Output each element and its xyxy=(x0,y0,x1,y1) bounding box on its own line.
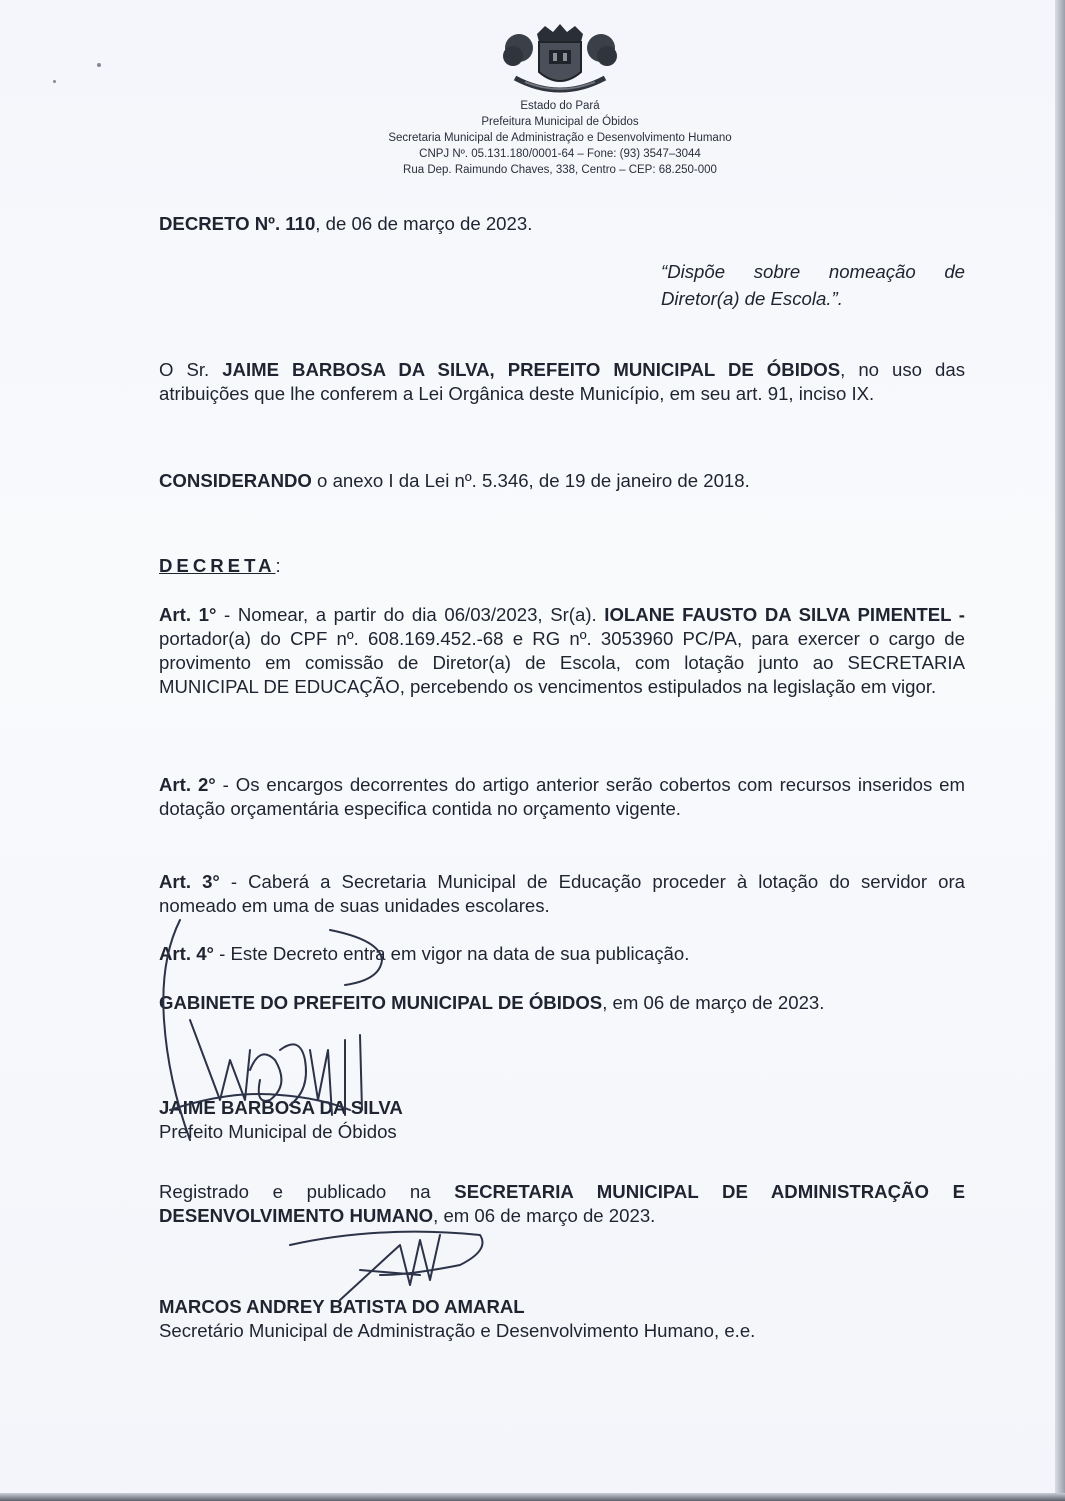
header-secretariat: Secretaria Municipal de Administração e Desenvolvimento Humano xyxy=(388,132,732,144)
decreta-heading xyxy=(159,554,965,578)
considering-text: o anexo I da Lei nº. 5.346, de 19 de janeiro de 2018. xyxy=(311,470,750,491)
mayor-signature-block xyxy=(159,1096,965,1144)
article-4-label: Art. 4° xyxy=(159,943,214,964)
cabinet-line xyxy=(159,991,965,1015)
decreta-colon: : xyxy=(275,555,281,576)
decree-ementa: “Dispõe sobre nomeação de Diretor(a) de Escola.”. xyxy=(661,261,965,309)
scan-speck xyxy=(53,80,56,83)
article-3-text: - Caberá a Secretaria Municipal de Educação proceder à lotação do servidor ora nomeado em uma de suas unidades escolares. xyxy=(159,871,965,916)
decree-number: DECRETO Nº. 110 xyxy=(159,213,316,234)
article-1 xyxy=(159,603,965,699)
decree-date: , de 06 de março de 2023. xyxy=(315,213,533,234)
cabinet-text: , em 06 de março de 2023. xyxy=(602,992,825,1013)
scan-edge-right xyxy=(1055,0,1065,1501)
article-2-label: Art. 2° xyxy=(159,774,216,795)
registration-paragraph xyxy=(159,1180,965,1228)
article-4-text: - Este Decreto entra em vigor na data de sua publicação. xyxy=(213,943,690,964)
header-address: Rua Dep. Raimundo Chaves, 338, Centro – CEP: 68.250-000 xyxy=(403,164,717,176)
mayor-title: Prefeito Municipal de Óbidos xyxy=(159,1121,397,1142)
preamble-mayor: JAIME BARBOSA DA SILVA, PREFEITO MUNICIPAL DE ÓBIDOS xyxy=(222,359,841,380)
registration-text: , em 06 de março de 2023. xyxy=(433,1205,656,1226)
scan-edge-bottom xyxy=(0,1493,1065,1501)
secretary-signature-block xyxy=(159,1295,965,1343)
decreta-label: DECRETA xyxy=(159,555,276,576)
article-3-label: Art. 3° xyxy=(159,871,220,892)
scan-speck xyxy=(97,63,101,67)
header-cnpj: CNPJ Nº. 05.131.180/0001-64 – Fone: (93) 3547–3044 xyxy=(419,148,701,160)
considering-label: CONSIDERANDO xyxy=(159,470,312,491)
header-state: Estado do Pará xyxy=(520,100,600,112)
cabinet-label: GABINETE DO PREFEITO MUNICIPAL DE ÓBIDOS xyxy=(159,992,603,1013)
article-1-appointee: IOLANE FAUSTO DA SILVA PIMENTEL - xyxy=(604,604,965,625)
preamble-text: , no uso das atribuições que lhe conferem a Lei Orgânica deste Município, em seu art. 91, inciso IX. xyxy=(159,359,965,404)
registration-intro: Registrado e publicado na xyxy=(159,1181,455,1202)
article-2 xyxy=(159,773,965,821)
article-4 xyxy=(159,942,965,966)
preamble-paragraph xyxy=(159,358,965,406)
preamble-intro: O Sr. xyxy=(159,359,223,380)
letterhead xyxy=(300,20,820,178)
municipal-coat-of-arms-icon xyxy=(495,20,625,98)
decree-title xyxy=(159,212,965,236)
considering-paragraph xyxy=(159,469,965,493)
registration-office: SECRETARIA MUNICIPAL DE ADMINISTRAÇÃO E DESENVOLVIMENTO HUMANO xyxy=(159,1181,965,1226)
secretary-name: MARCOS ANDREY BATISTA DO AMARAL xyxy=(159,1296,525,1317)
article-1-text-a: - Nomear, a partir do dia 06/03/2023, Sr(a). xyxy=(216,604,605,625)
header-prefecture: Prefeitura Municipal de Óbidos xyxy=(481,116,639,128)
article-2-text: - Os encargos decorrentes do artigo anterior serão cobertos com recursos inseridos em dotação orçamentária especifica contida no orçamento vigente. xyxy=(159,774,965,819)
article-3 xyxy=(159,870,965,918)
article-1-label: Art. 1° xyxy=(159,604,217,625)
secretary-title: Secretário Municipal de Administração e Desenvolvimento Humano, e.e. xyxy=(159,1320,756,1341)
article-1-text-b: portador(a) do CPF nº. 608.169.452.-68 e RG nº. 3053960 PC/PA, para exercer o cargo de provimento em comissão de Diretor(a) de Escola, com lotação junto ao SECRETARIA MUNICIPAL DE EDUCAÇÃO, percebendo os vencimentos estipulados na legislação em vigor. xyxy=(159,628,965,697)
mayor-name: JAIME BARBOSA DA SILVA xyxy=(159,1097,403,1118)
